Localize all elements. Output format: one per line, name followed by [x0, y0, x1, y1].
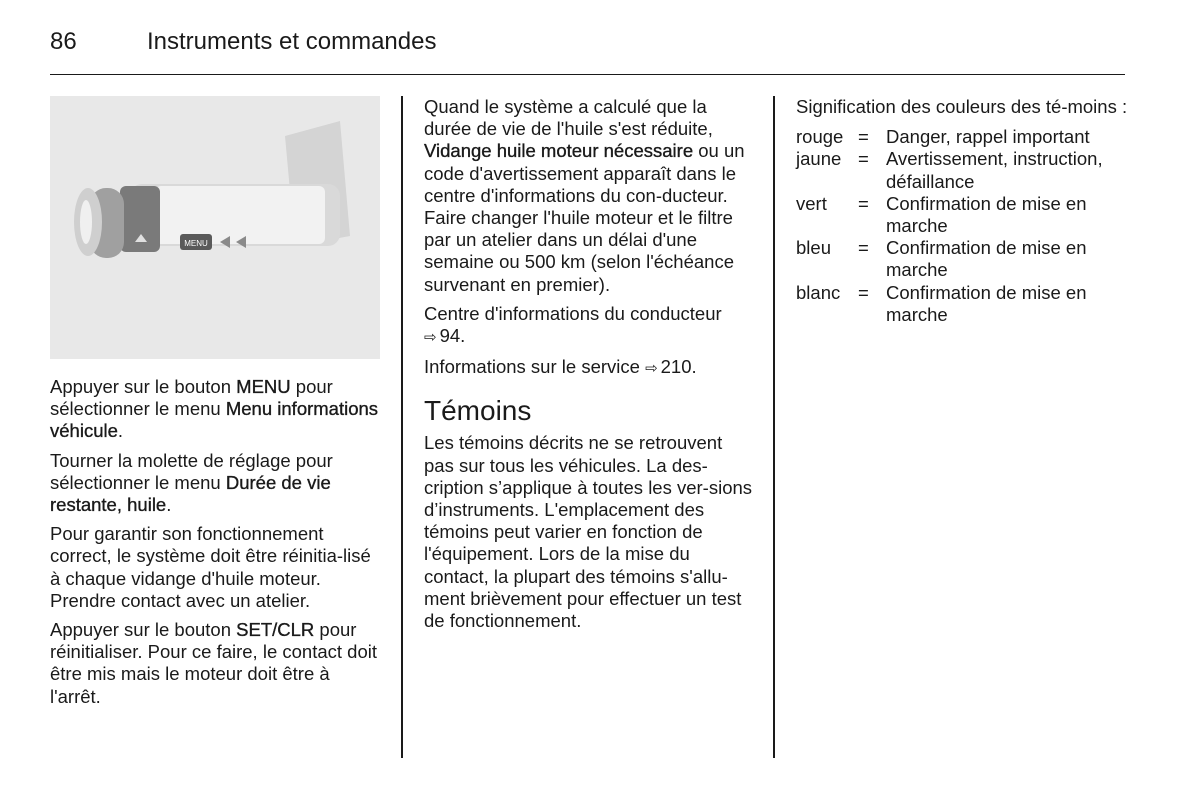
page-number: 86: [50, 28, 77, 55]
turn-signal-stalk-illustration: [50, 96, 380, 359]
section-heading: Témoins: [424, 395, 532, 427]
paragraph: Signification des couleurs des té-moins :: [796, 96, 1128, 117]
paragraph: Les témoins décrits ne se retrouvent pas sur tous les véhicules. La des-cription s’applique à toutes les ver-sions d’instruments. L'emplacement des témoins peut varier en fonction de l'équipement. Lors de la mise du contact, la plupart des témoins s'allu-ment brièvement pour effectuer un test de fonctionnement.: [424, 432, 753, 632]
left-column: [50, 96, 385, 715]
page-header: [50, 24, 1125, 75]
table-row: jaune = Avertissement, instruction, défaillance: [796, 148, 1103, 192]
right-column: [796, 96, 1131, 326]
menu-name: Durée de vie restante, huile: [50, 471, 331, 516]
menu-button-label: MENU: [184, 239, 208, 248]
column-divider: [773, 96, 775, 758]
cross-reference: Informations sur le service ⇨ 210.: [424, 356, 754, 380]
cross-reference: Centre d'informations du conducteur ⇨ 94.: [424, 303, 754, 349]
menu-name: Menu informations véhicule: [50, 398, 379, 442]
paragraph: Pour garantir son fonctionnement correct, le système doit être réinitia-lisé à chaque vidange d'huile moteur. Prendre contact avec un atelier.: [50, 523, 371, 611]
column-divider: [401, 96, 403, 758]
table-row: vert = Confirmation de mise en marche: [796, 192, 1087, 237]
page-title: Instruments et commandes: [147, 28, 437, 55]
page-reference-icon: ⇨: [424, 329, 437, 347]
table-row: blanc = Confirmation de mise en marche: [796, 281, 1087, 325]
middle-column: [424, 96, 754, 639]
paragraph: Quand le système a calculé que la durée de vie de l'huile s'est réduite, Vidange huile moteur nécessaire ou un code d'avertissement apparaît dans le centre d'informations du con-ducteur. Faire changer l'huile moteur et le filtre par un atelier dans un délai d'une semaine ou 500 km (selon l'échéance survenant en premier).: [424, 96, 745, 295]
table-row: bleu = Confirmation de mise en marche: [796, 237, 1087, 281]
set-clr-button-name: SET/CLR: [236, 619, 315, 641]
page-reference-icon: ⇨: [645, 360, 658, 378]
paragraph: Appuyer sur le bouton SET/CLR pour réinitialiser. Pour ce faire, le contact doit être mis mais le moteur doit être à l'arrêt.: [50, 619, 377, 707]
paragraph: Tourner la molette de réglage pour sélectionner le menu Durée de vie restante, huile.: [50, 449, 333, 516]
color-meaning-table: [796, 126, 1131, 326]
message-name: Vidange huile moteur nécessaire: [424, 140, 694, 162]
menu-button-name: MENU: [236, 376, 291, 397]
stalk-figure: [50, 96, 380, 359]
paragraph: Appuyer sur le bouton MENU pour sélectionner le menu Menu informations véhicule.: [50, 376, 379, 442]
table-row: rouge = Danger, rappel important: [796, 126, 1090, 148]
